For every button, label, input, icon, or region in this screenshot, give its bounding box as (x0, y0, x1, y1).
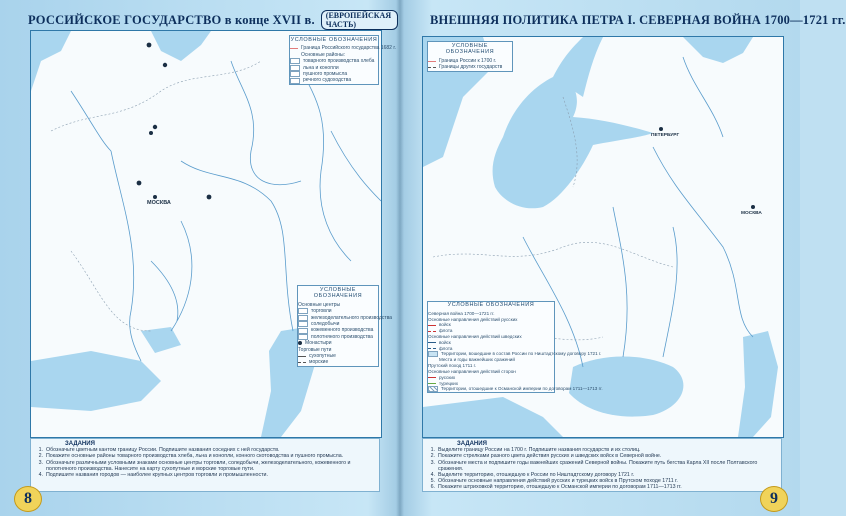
task-text: Выделите границу России на 1700 г. Подпишите названия государств и их столиц. (438, 447, 641, 454)
right-map (422, 36, 784, 438)
legend-text: торговли (311, 308, 332, 315)
russian-fleet-swatch (428, 331, 436, 332)
task-number: 2. (430, 453, 435, 460)
right-legend-bottom (427, 301, 603, 393)
left-legend-top (289, 35, 396, 85)
left-legend-top-heading: УСЛОВНЫЕ ОБОЗНАЧЕНИЯ (290, 37, 378, 43)
legend-text: Границы других государств (439, 64, 503, 71)
task-text: Обозначьте различными условными знаками основные центры торговли, соледобычи, железоделательного, кожевенного и полотняного производства. Нанесите на карту сухопутные и морские торговые пути. (46, 459, 351, 472)
legend-row (290, 77, 378, 83)
caspian-sea-right (738, 331, 778, 437)
white-sea (151, 31, 211, 61)
marker-center-1 (153, 125, 157, 129)
legend-text: флота (439, 345, 453, 351)
moscow-label: МОСКВА (147, 200, 171, 206)
empty-swatch (298, 315, 308, 321)
empty-swatch (298, 321, 308, 327)
legend-text: товарного производства хлеба (303, 58, 375, 65)
task-item (427, 460, 777, 472)
river-dnieper (111, 151, 141, 361)
mediterranean-sea (423, 397, 563, 437)
legend-text: Основные направления действий русских (428, 316, 518, 322)
legend-text: Основные направления действий сторон (428, 368, 516, 374)
task-item (35, 472, 375, 478)
empty-swatch (290, 78, 300, 84)
empty-swatch (298, 308, 308, 314)
left-map-drawing (31, 31, 381, 437)
left-legend-bottom (297, 285, 393, 367)
marker-moscow-right (751, 205, 755, 209)
left-page-subtitle: (ЕВРОПЕЙСКАЯ ЧАСТЬ) (321, 10, 398, 30)
legend-text: турецких (439, 380, 459, 386)
swedish-fleet-swatch (428, 348, 436, 349)
task-text: Подпишите названия городов — наиболее крупных центров торговли и промышленности. (46, 472, 268, 479)
legend-row (298, 359, 378, 365)
river-don (171, 221, 192, 331)
task-text: Обозначьте основные направления действий русских и турецких войск в Прутском походе 1711 г. (438, 478, 678, 485)
legend-text: кожевенного производства (311, 327, 374, 334)
legend-text: Территории, вошедшие в состав России по Ништадтскому договору 1721 г. (441, 351, 602, 357)
legend-text: Основные районы: (301, 51, 345, 58)
task-number: 2. (38, 453, 43, 460)
left-page-title: РОССИЙСКОЕ ГОСУДАРСТВО в конце XVII в. (28, 12, 315, 27)
legend-text: Торговые пути (298, 346, 332, 353)
left-tasks (30, 438, 380, 492)
sea-route-swatch (298, 362, 306, 363)
state-border-1 (433, 242, 673, 267)
baltic-sea (493, 77, 653, 208)
legend-text: льна и конопли (303, 64, 339, 71)
left-tasks-heading: ЗАДАНИЯ (65, 441, 95, 447)
right-legend-top (427, 41, 513, 72)
land-route-swatch (298, 356, 306, 357)
river-volga (181, 161, 293, 331)
legend-text: пушного промысла (303, 71, 348, 78)
left-border-line-north (51, 61, 261, 131)
legend-row (428, 386, 603, 392)
river-tributary (151, 261, 178, 321)
left-legend-bottom-heading: УСЛОВНЫЕ ОБОЗНАЧЕНИЯ (313, 287, 363, 300)
empty-swatch (290, 71, 300, 77)
page-number-right: 9 (760, 486, 788, 512)
border-swatch (290, 48, 298, 49)
black-sea (31, 351, 161, 411)
marker-north-2 (163, 63, 167, 67)
task-item (427, 484, 777, 490)
legend-text: речного судоходства (303, 77, 352, 84)
blank-swatch (290, 53, 298, 57)
marker-east-1 (207, 195, 212, 200)
task-text: Покажите стрелками разного цвета действия русских и шведских войск в Северной войне. (438, 453, 662, 460)
legend-text: войск (439, 339, 451, 345)
russian-army-swatch (428, 325, 436, 326)
legend-text: Территории, отошедшие к Османской империи по договорам 1711—1713 гг. (441, 386, 603, 392)
empty-swatch (298, 328, 308, 334)
legend-text: Граница Российского государства 1682 г. (301, 45, 396, 52)
legend-text: флота (439, 328, 453, 334)
ottoman-territory-swatch (428, 386, 438, 392)
river-dvina-right (683, 57, 723, 137)
other-border-swatch (428, 67, 436, 68)
right-page-title: ВНЕШНЯЯ ПОЛИТИКА ПЕТРА I. СЕВЕРНАЯ ВОЙНА 1700—1721 гг. (430, 12, 846, 27)
legend-text: Монастыри (305, 340, 332, 347)
moscow-dot (153, 195, 157, 199)
legend-text: Места и годы важнейших сражений (439, 357, 515, 363)
legend-text: полотняного производства (311, 333, 373, 340)
task-number: 6. (430, 484, 435, 491)
left-page (0, 0, 398, 516)
legend-row (428, 64, 512, 70)
marker-petersburg (659, 127, 663, 131)
legend-text: войск (439, 322, 451, 328)
moscow-label-right: МОСКВА (741, 211, 762, 216)
task-text: Обозначьте места и подпишите годы важнейших сражений Северной войны. Покажите путь бегства Карла XII после Полтавского сражения. (438, 459, 758, 472)
legend-text: русских (439, 374, 456, 380)
task-text: Покажите основные районы товарного производства хлеба, льна и конопли, конного скотоводства и пушного промысла. (46, 453, 344, 460)
legend-text: Граница России к 1700 г. (439, 57, 497, 64)
white-sea-right (683, 37, 753, 63)
legend-text: железоделательного производства (311, 314, 393, 321)
task-number: 1. (38, 447, 43, 454)
marker-center-2 (149, 131, 153, 135)
azov-sea (141, 327, 181, 353)
right-tasks (422, 438, 782, 492)
task-text: Покажите штриховкой территорию, отошедшую к Османской империи по договорам 1711—1713 гг. (438, 484, 682, 491)
legend-text: сухопутные (309, 353, 336, 360)
right-title-bar (430, 10, 846, 30)
marker-center-3 (137, 181, 142, 186)
left-map (30, 30, 396, 438)
river-volga-right (653, 147, 753, 337)
legend-text: Основные центры (298, 301, 341, 308)
right-tasks-heading: ЗАДАНИЯ (457, 441, 487, 447)
page-number-left: 8 (14, 486, 42, 512)
legend-text: морские (309, 359, 329, 366)
task-number: 4. (38, 472, 43, 479)
left-border-line-south (71, 251, 151, 331)
sea-northwest (31, 31, 71, 91)
blank-swatch (428, 358, 436, 362)
task-item (35, 460, 375, 472)
legend-text: соледобычи (311, 321, 340, 328)
right-page (402, 0, 846, 516)
river-east (331, 131, 381, 201)
russian-swatch (428, 377, 436, 378)
turkish-swatch (428, 383, 436, 384)
empty-swatch (290, 58, 300, 64)
task-number: 3. (430, 459, 435, 466)
right-legend-top-heading: УСЛОВНЫЕ ОБОЗНАЧЕНИЯ (445, 43, 495, 56)
marker-north-1 (147, 43, 152, 48)
border-swatch (428, 61, 436, 62)
task-number: 3. (38, 459, 43, 466)
monastery-swatch (298, 341, 302, 345)
petersburg-label: ПЕТЕРБУРГ (651, 133, 680, 138)
river-don-right (663, 227, 677, 357)
empty-swatch (298, 334, 308, 340)
left-title-bar (28, 10, 398, 30)
task-number: 1. (430, 447, 435, 454)
legend-text: Прутский поход 1711 г. (428, 363, 477, 369)
legend-text: Северная война 1700—1721 гг. (428, 310, 495, 316)
legend-text: Основные направления действий шведских (428, 333, 522, 339)
swedish-army-swatch (428, 342, 436, 343)
task-text: Обозначьте цветным кантом границу России. Подпишите названия соседних с ней государств. (46, 447, 280, 454)
right-legend-bottom-heading: УСЛОВНЫЕ ОБОЗНАЧЕНИЯ (447, 302, 535, 308)
task-number: 4. (430, 472, 435, 479)
empty-swatch (290, 65, 300, 71)
task-text: Выделите территорию, отошедшую к России по Ништадтскому договору 1721 г. (438, 472, 635, 479)
river-dnieper-right (613, 207, 627, 357)
river-west (71, 91, 111, 151)
territory-swatch (428, 351, 438, 357)
task-number: 5. (430, 478, 435, 485)
